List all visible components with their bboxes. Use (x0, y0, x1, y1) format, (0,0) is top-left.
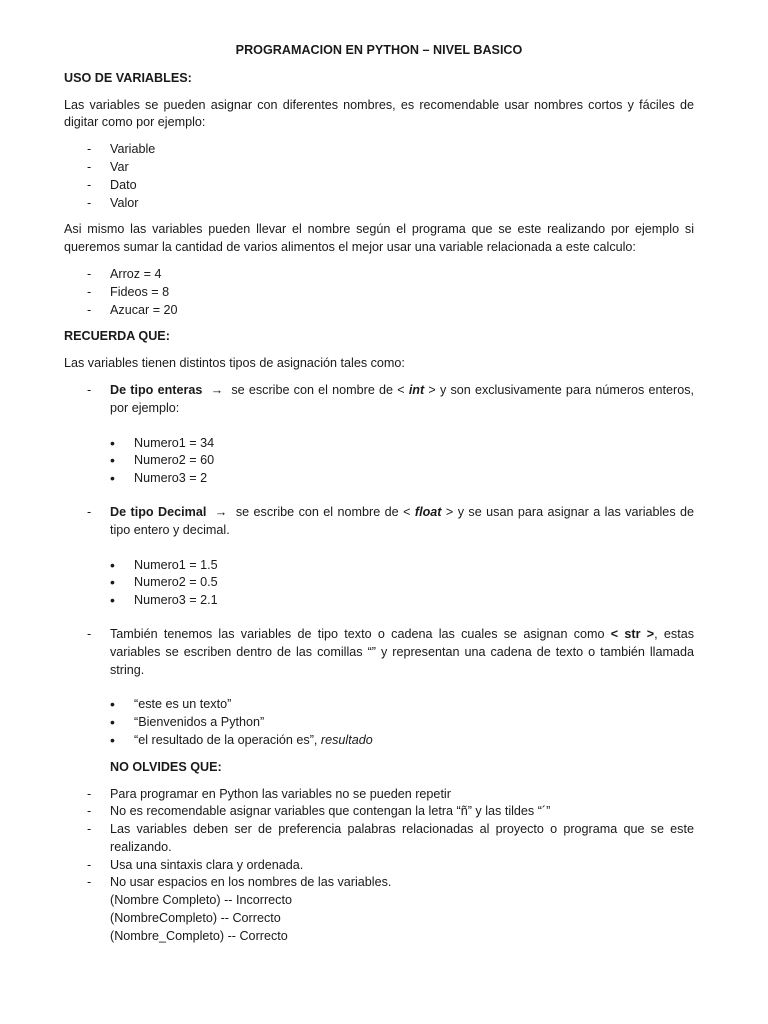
float-examples (64, 557, 694, 610)
types-intro: Las variables tienen distintos tipos de asignación tales como: (64, 356, 405, 371)
name-example: (NombreCompleto) -- Correcto (110, 911, 281, 926)
arrow-right-icon: → (214, 504, 228, 519)
float-type-text-after: > y se usan para asignar a las variables de tipo entero y decimal. (110, 504, 695, 537)
section-heading-recuerda: RECUERDA QUE: (64, 329, 170, 344)
list-item: - Variable (64, 141, 694, 159)
list-item: - No es recomendable asignar variables que contengan la letra “ñ” y las tildes “´” (64, 803, 694, 821)
list-item: - Usa una sintaxis clara y ordenada. (64, 857, 694, 875)
document-title: PROGRAMACION EN PYTHON – NIVEL BASICO (235, 43, 523, 57)
int-examples (64, 435, 694, 488)
name-example: (Nombre_Completo) -- Correcto (110, 928, 288, 943)
list-item: - Arroz = 4 (64, 266, 694, 284)
list-item: - Fideos = 8 (64, 284, 694, 302)
naming-paragraph: Asi mismo las variables pueden llevar el nombre según el programa que se este realizando por ejemplo si queremos sumar la cantidad de varios alimentos el mejor usar una variable relacionada a este calculo: (64, 222, 694, 255)
rules-list (64, 786, 694, 946)
list-item (64, 382, 694, 418)
list-item: • Numero1 = 34 (64, 435, 694, 453)
list-item: - Las variables deben ser de preferencia palabras relacionadas al proyecto o programa que se este realizando. (64, 821, 694, 857)
last-rule-text: - No usar espacios en los nombres de las variables. (110, 875, 392, 890)
document-page (64, 42, 694, 955)
int-type-text-after: > y son exclusivamente para números enteros, por ejemplo: (110, 382, 695, 415)
list-item: • Numero2 = 0.5 (64, 574, 694, 592)
variable-name-examples (64, 141, 694, 212)
list-item: • Numero2 = 60 (64, 452, 694, 470)
section-heading-no-olvides: NO OLVIDES QUE: (110, 759, 222, 774)
list-item (64, 732, 694, 750)
list-item: - Para programar en Python las variables no se pueden repetir (64, 786, 694, 804)
float-type-text: se escribe con el nombre de < (235, 504, 411, 519)
str-examples (64, 696, 694, 749)
list-item: - Dato (64, 177, 694, 195)
str-type-text: También tenemos las variables de tipo texto o cadena las cuales se asignan como (110, 626, 605, 641)
float-type-item (64, 504, 694, 540)
intro-paragraph: Las variables se pueden asignar con diferentes nombres, es recomendable usar nombres cortos y fáciles de digitar como por ejemplo: (64, 97, 694, 130)
int-type-text: se escribe con el nombre de < (231, 382, 405, 397)
float-keyword: float (414, 504, 442, 519)
list-item: • “Bienvenidos a Python” (64, 714, 694, 732)
str-example-text: “el resultado de la operación es”, (134, 732, 318, 747)
int-keyword: int (408, 382, 425, 397)
list-item: - Azucar = 20 (64, 302, 694, 320)
str-example-italic: resultado (320, 732, 373, 747)
list-item: • Numero1 = 1.5 (64, 557, 694, 575)
list-item: • Numero3 = 2.1 (64, 592, 694, 610)
str-keyword: < str > (610, 626, 655, 641)
food-variable-examples (64, 266, 694, 319)
list-item: - Var (64, 159, 694, 177)
int-type-label: De tipo enteras (110, 382, 203, 397)
list-item (64, 626, 694, 679)
list-item: • “este es un texto” (64, 696, 694, 714)
float-type-label: De tipo Decimal (110, 504, 207, 519)
list-item (64, 874, 694, 945)
str-type-item (64, 626, 694, 679)
str-type-text-after: , estas variables se escriben dentro de las comillas “” y representan una cadena de texto o también llamada string. (110, 626, 694, 677)
list-item (64, 504, 694, 540)
list-item: • Numero3 = 2 (64, 470, 694, 488)
name-example: (Nombre Completo) -- Incorrecto (110, 893, 292, 908)
section-heading-uso-variables: USO DE VARIABLES: (64, 70, 192, 85)
list-item: - Valor (64, 195, 694, 213)
int-type-item (64, 382, 694, 418)
arrow-right-icon: → (210, 382, 224, 397)
